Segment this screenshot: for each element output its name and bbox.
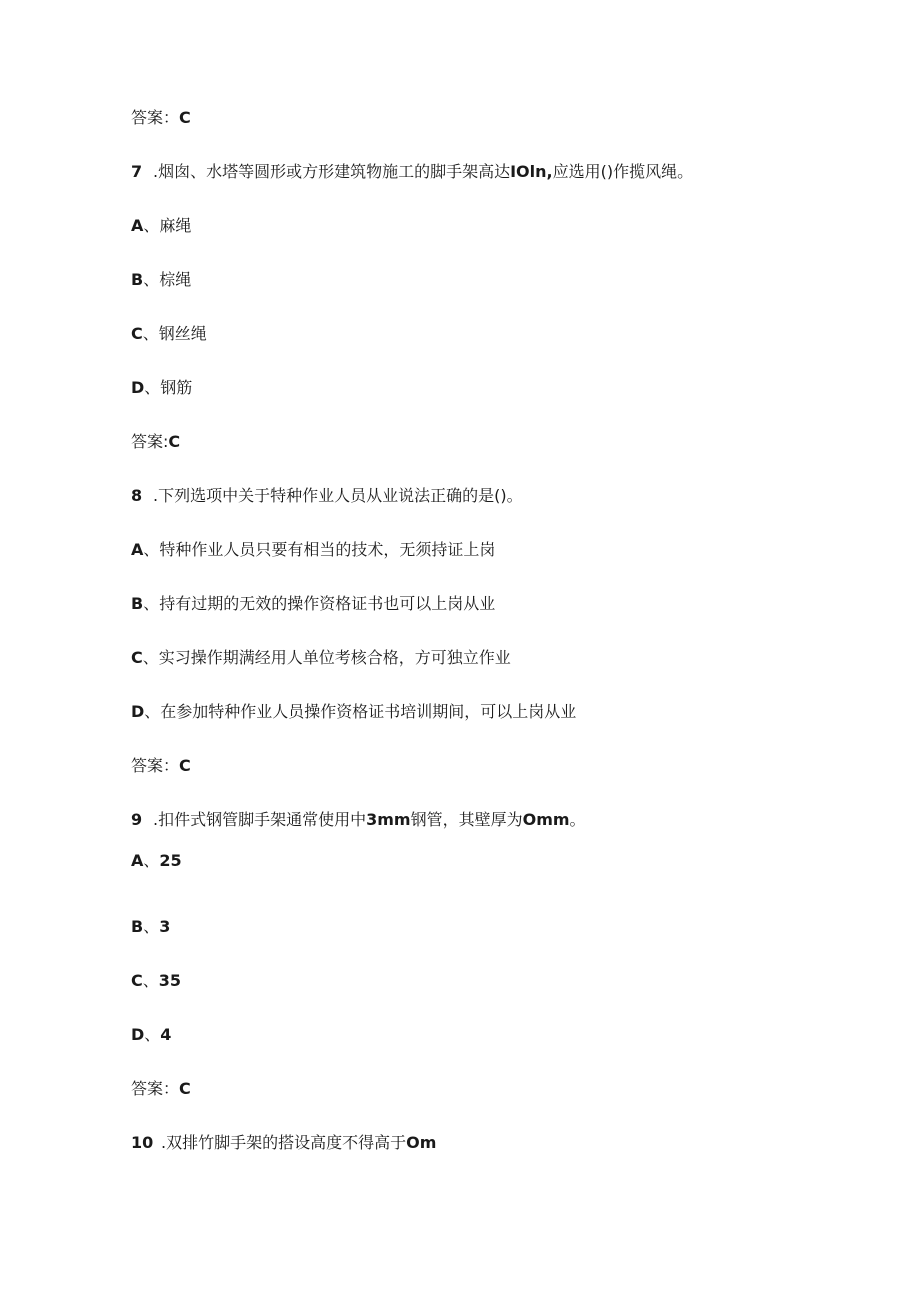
option-letter: C [131,971,143,990]
question-text-tail: 应选用()作揽风绳。 [552,162,694,181]
answer-q6 [131,108,191,128]
option-9d [131,1025,171,1045]
option-8d [131,702,576,722]
option-sep: 、 [143,851,160,870]
option-text: 3 [159,917,171,936]
option-8c [131,648,511,668]
option-letter: D [131,702,145,721]
question-text-bold-2: Omm [522,810,570,829]
option-9c [131,971,181,991]
option-sep: 、 [143,216,160,235]
question-text: .下列选项中关于特种作业人员从业说法正确的是()。 [153,486,523,505]
option-sep: 、 [142,971,159,990]
option-sep: 、 [144,1025,161,1044]
option-8a [131,540,495,560]
answer-label: 答案： [131,756,180,775]
option-letter: A [131,851,144,870]
option-text: 实习操作期满经用人单位考核合格，方可独立作业 [158,648,511,667]
option-letter: A [131,540,144,559]
option-sep: 、 [144,378,161,397]
option-text: 特种作业人员只要有相当的技术，无须持证上岗 [159,540,496,559]
answer-label: 答案： [131,1079,180,1098]
question-number: 8 [131,486,143,505]
option-text: 钢丝绳 [158,324,207,343]
question-text-tail: 。 [569,810,586,829]
answer-value: C [179,1079,191,1098]
option-sep: 、 [143,594,160,613]
option-text: 麻绳 [159,216,192,235]
question-number: 10 [131,1133,154,1152]
answer-value: C [179,756,191,775]
option-sep: 、 [142,648,159,667]
question-text-bold: IOln, [510,162,553,181]
option-text: 钢筋 [160,378,193,397]
question-text-bold: 3mm [366,810,411,829]
option-letter: C [131,648,143,667]
question-text: .双排竹脚手架的搭设高度不得高于 [161,1133,407,1152]
option-text: 4 [160,1025,172,1044]
option-sep: 、 [143,540,160,559]
question-text: .烟囱、水塔等圆形或方形建筑物施工的脚手架高达 [153,162,511,181]
question-number: 9 [131,810,143,829]
option-sep: 、 [142,324,159,343]
question-text-bold: Om [406,1133,437,1152]
option-7a [131,216,191,236]
option-9b [131,917,170,937]
question-7 [131,162,693,182]
option-letter: B [131,270,144,289]
answer-q9 [131,1079,191,1099]
option-8b [131,594,495,614]
option-letter: B [131,594,144,613]
option-7b [131,270,191,290]
option-text: 35 [158,971,182,990]
option-letter: B [131,917,144,936]
option-sep: 、 [143,270,160,289]
option-letter: D [131,1025,145,1044]
option-9a [131,851,182,871]
option-sep: 、 [144,702,161,721]
option-letter: D [131,378,145,397]
option-sep: 、 [143,917,160,936]
question-text: .扣件式钢管脚手架通常使用中 [153,810,367,829]
question-9 [131,810,586,830]
answer-label: 答案： [131,108,180,127]
option-text: 棕绳 [159,270,192,289]
option-letter: C [131,324,143,343]
option-text: 25 [159,851,182,870]
option-letter: A [131,216,144,235]
question-10 [131,1133,436,1153]
answer-value: C [179,108,191,127]
option-text: 持有过期的无效的操作资格证书也可以上岗从业 [159,594,496,613]
answer-q7 [131,432,180,452]
question-number: 7 [131,162,143,181]
option-7c [131,324,207,344]
answer-value: C [168,432,181,451]
answer-label: 答案: [131,432,169,451]
answer-q8 [131,756,191,776]
question-text-mid: 钢管，其壁厚为 [410,810,523,829]
option-text: 在参加特种作业人员操作资格证书培训期间，可以上岗从业 [160,702,577,721]
question-8 [131,486,523,506]
option-7d [131,378,192,398]
